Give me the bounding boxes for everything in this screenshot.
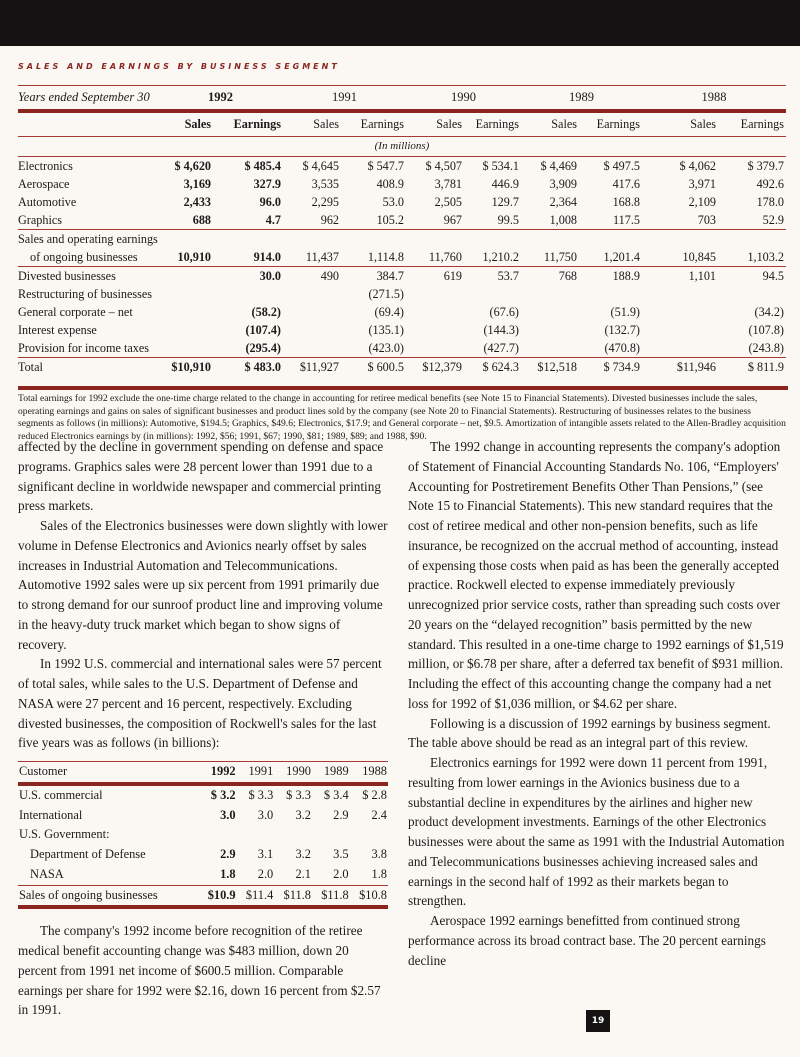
cell bbox=[158, 339, 213, 357]
earnings-header: Earnings bbox=[341, 111, 406, 137]
cell: $10.9 bbox=[198, 885, 236, 907]
cell: $ 4,469 bbox=[521, 157, 579, 175]
cell bbox=[642, 321, 718, 339]
cell: $ 485.4 bbox=[213, 157, 283, 175]
cell: 1,210.2 bbox=[482, 249, 519, 264]
unit-row bbox=[18, 137, 786, 157]
cell: 2,433 bbox=[183, 195, 211, 210]
column-header: Customer bbox=[18, 762, 198, 784]
cell: 99.5 bbox=[497, 213, 519, 228]
cell: 1.8 bbox=[220, 866, 236, 881]
cell: 3,535 bbox=[311, 176, 339, 191]
unit-label: (In millions) bbox=[18, 137, 786, 157]
cell: $ 811.9 bbox=[718, 358, 786, 376]
cell: 3,781 bbox=[434, 176, 462, 191]
cell bbox=[521, 339, 579, 357]
row-label: Restructuring of businesses bbox=[18, 286, 153, 301]
cell: 1,114.8 bbox=[367, 249, 404, 264]
paragraph: The company's 1992 income before recognition of the retiree medical benefit accounting change was $483 million, down 20 percent from 1991 net income of $600.5 million. Comparable earnings per share for 1992 were $2.16, down 16 percent from $2.57 in 1991. bbox=[18, 923, 381, 1018]
table-row bbox=[18, 285, 786, 303]
cell: 492.6 bbox=[756, 176, 784, 191]
cell: $11,946 bbox=[642, 358, 718, 376]
cell: 2,109 bbox=[688, 195, 716, 210]
cell: $11.4 bbox=[237, 885, 275, 907]
cell: 2,505 bbox=[434, 195, 462, 210]
cell bbox=[312, 825, 350, 845]
cell: 168.8 bbox=[612, 195, 640, 210]
cell: $ 547.7 bbox=[341, 157, 406, 175]
cell: 52.9 bbox=[762, 213, 784, 228]
cell: $ 379.7 bbox=[718, 157, 786, 175]
cell bbox=[350, 825, 388, 845]
cell: 2,364 bbox=[549, 195, 577, 210]
cell: 10,910 bbox=[177, 249, 211, 264]
year-header: 1989 bbox=[521, 86, 642, 111]
cell: 1,201.4 bbox=[603, 249, 640, 264]
cell: 117.5 bbox=[613, 213, 640, 228]
cell: (69.4) bbox=[374, 304, 404, 319]
cell: (423.0) bbox=[368, 341, 404, 356]
cell: (243.8) bbox=[748, 341, 784, 356]
cell: 384.7 bbox=[341, 266, 406, 284]
cell: (107.4) bbox=[245, 323, 281, 338]
left-column bbox=[18, 437, 388, 1020]
cell: 3.2 bbox=[295, 807, 311, 822]
row-label: NASA bbox=[30, 866, 64, 881]
cell: 1.8 bbox=[371, 866, 387, 881]
cell bbox=[158, 266, 213, 284]
table-row bbox=[18, 266, 786, 284]
cell: 3.0 bbox=[220, 807, 236, 822]
cell bbox=[283, 285, 341, 303]
cell bbox=[237, 825, 275, 845]
cell: (34.2) bbox=[754, 304, 784, 319]
year-header: 1988 bbox=[642, 86, 786, 111]
paragraph: Aerospace 1992 earnings benefitted from continued strong performance across its broad contract base. The 20 percent earnings decline bbox=[408, 913, 766, 968]
cell: 2,295 bbox=[311, 195, 339, 210]
header-bar bbox=[0, 0, 800, 46]
cell bbox=[406, 303, 464, 321]
bottom-rule bbox=[18, 907, 388, 911]
cell bbox=[406, 339, 464, 357]
cell: $ 4,507 bbox=[406, 157, 464, 175]
cell bbox=[198, 825, 236, 845]
cell: $ 3.3 bbox=[237, 784, 275, 806]
cell: 703 bbox=[697, 213, 716, 228]
cell: 10,845 bbox=[682, 249, 716, 264]
sales-header: Sales bbox=[406, 111, 464, 137]
cell: $11,927 bbox=[283, 358, 341, 376]
table-row bbox=[18, 211, 786, 229]
cell: $ 4,645 bbox=[283, 157, 341, 175]
table-row bbox=[18, 175, 786, 193]
cell bbox=[521, 303, 579, 321]
cell: 178.0 bbox=[756, 195, 784, 210]
cell bbox=[158, 303, 213, 321]
cell bbox=[283, 339, 341, 357]
sales-header: Sales bbox=[283, 111, 341, 137]
header-row bbox=[18, 762, 388, 784]
row-label: Graphics bbox=[18, 213, 62, 228]
cell: $11.8 bbox=[274, 885, 312, 907]
cell: $11.8 bbox=[312, 885, 350, 907]
cell: (427.7) bbox=[483, 341, 519, 356]
page-number: 19 bbox=[586, 1010, 610, 1032]
cell: 768 bbox=[521, 266, 579, 284]
cell: $12,518 bbox=[521, 358, 579, 376]
cell: $12,379 bbox=[406, 358, 464, 376]
row-label: Sales and operating earnings bbox=[18, 230, 786, 248]
segment-footnote: Total earnings for 1992 exclude the one-time charge related to the change in accounting for retiree medical benefits (see Note 15 to Financial Statements). Divested businesses include the sales, operating earnings and gains on sales of significant businesses and product lines sold by the company (see Note 20 to Financial Statements). Restructuring of businesses relates to the business segments as follows (in millions): Automotive, $194.5; Graphics, $49.6; Electronics, $17.9; and General corporate – net, $9.5. Amortization of intangible assets related to the Allen-Bradley acquisition reduced Electronics earnings by (in millions): 1992, $56; 1991, $67; 1990, $81; 1989, $89; and 1988, $90. bbox=[18, 386, 788, 443]
cell: 962 bbox=[320, 213, 339, 228]
row-label: International bbox=[19, 807, 83, 822]
section-title: SALES AND EARNINGS BY BUSINESS SEGMENT bbox=[18, 62, 340, 71]
total-row bbox=[18, 885, 388, 907]
cell: 1,103.2 bbox=[747, 249, 784, 264]
paragraph: Sales of the Electronics businesses were down slightly with lower volume in Defense Electronics and Avionics nearly offset by sales increases in Industrial Automation and Telecommunications. Automotive 1992 sales were up six percent from 1991 primarily due to strong demand for our sunroof product line and improving volume in the heavy-duty truck market which began to show signs of recovery. bbox=[18, 518, 388, 652]
cell: (58.2) bbox=[251, 304, 281, 319]
cell bbox=[213, 285, 283, 303]
row-label: Electronics bbox=[18, 157, 158, 175]
cell bbox=[521, 285, 579, 303]
cell: $ 3.3 bbox=[274, 784, 312, 806]
earnings-header: Earnings bbox=[213, 111, 283, 137]
cell: $ 2.8 bbox=[350, 784, 388, 806]
table-row bbox=[18, 845, 388, 865]
cell: 408.9 bbox=[376, 176, 404, 191]
cell: 11,437 bbox=[305, 249, 339, 264]
cell: (144.3) bbox=[483, 323, 519, 338]
total-row bbox=[18, 358, 786, 376]
cell: 3,909 bbox=[549, 176, 577, 191]
earnings-header: Earnings bbox=[464, 111, 521, 137]
cell bbox=[406, 285, 464, 303]
cell bbox=[642, 339, 718, 357]
cell: $ 624.3 bbox=[464, 358, 521, 376]
cell: (132.7) bbox=[604, 323, 640, 338]
paragraph: The 1992 change in accounting represents the company's adoption of Statement of Financial Accounting Standards No. 106, “Employers' Accounting for Postretirement Benefits Other Than Pensions,” (see Note 15 to Financial Statements). This new standard requires that the cost of retiree medical and other non-pension benefits, such as life insurance, be recognized on the accrual method of accounting, instead of expensing those costs when paid as has been the generally accepted practice. Rockwell elected to expense immediately previously unrecognized prior service costs, rather than spreading such costs over 20 years on the “delayed recognition” basis permitted by the new standard. This resulted in a one-time charge to 1992 earnings of $1,519 million, or $6.78 per share, after a deferred tax benefit of $931 million. Including the effect of this accounting change the company had a net loss for 1992 of $1,036 million, or $4.62 per share. bbox=[408, 439, 784, 711]
row-label: Total bbox=[18, 358, 158, 376]
cell: 129.7 bbox=[491, 195, 519, 210]
cell: 96.0 bbox=[259, 195, 281, 210]
sales-header: Sales bbox=[521, 111, 579, 137]
years-row bbox=[18, 86, 786, 111]
cell: 2.4 bbox=[371, 807, 387, 822]
customer-sales-table bbox=[18, 761, 388, 911]
table-row bbox=[18, 193, 786, 211]
cell: (470.8) bbox=[604, 341, 640, 356]
cell: 914.0 bbox=[253, 249, 281, 264]
segment-table bbox=[18, 85, 786, 376]
cell: 11,750 bbox=[543, 249, 577, 264]
cell: $ 600.5 bbox=[341, 358, 406, 376]
cell bbox=[642, 303, 718, 321]
cell: 30.0 bbox=[213, 266, 283, 284]
paragraph: In 1992 U.S. commercial and international sales were 57 percent of total sales, while sales to the U.S. Department of Defense and NASA were 27 percent and 16 percent, respectively. Excluding divested businesses, the composition of Rockwell's sales for the last five years was as follows (in billions): bbox=[18, 656, 382, 751]
cell: 967 bbox=[443, 213, 462, 228]
cell: $ 4,062 bbox=[642, 157, 718, 175]
row-label: U.S. Government: bbox=[19, 827, 110, 842]
cell: (51.9) bbox=[610, 304, 640, 319]
table-row bbox=[18, 865, 388, 885]
cell: 3.0 bbox=[257, 807, 274, 822]
row-label: General corporate – net bbox=[18, 304, 133, 319]
row-label: Provision for income taxes bbox=[18, 341, 149, 356]
cell: 105.2 bbox=[376, 213, 404, 228]
cell: $10.8 bbox=[350, 885, 388, 907]
table-row bbox=[18, 230, 786, 248]
cell: 619 bbox=[406, 266, 464, 284]
cell bbox=[283, 321, 341, 339]
cell bbox=[283, 303, 341, 321]
cell: $10,910 bbox=[158, 358, 213, 376]
table-row bbox=[18, 806, 388, 826]
cell bbox=[464, 285, 521, 303]
cell bbox=[579, 285, 642, 303]
cell: 3,169 bbox=[183, 176, 211, 191]
cell: $ 3.2 bbox=[198, 784, 236, 806]
column-header: 1990 bbox=[274, 762, 312, 784]
cell: 53.0 bbox=[382, 195, 404, 210]
row-label: Department of Defense bbox=[30, 847, 146, 861]
cell: 2.9 bbox=[220, 847, 236, 861]
cell: (107.8) bbox=[748, 323, 784, 338]
table-row bbox=[18, 248, 786, 266]
row-label: of ongoing businesses bbox=[30, 249, 138, 264]
column-header: 1992 bbox=[198, 762, 236, 784]
cell bbox=[158, 285, 213, 303]
table-row bbox=[18, 825, 388, 845]
blank-cell bbox=[18, 111, 158, 137]
cell: 4.7 bbox=[265, 213, 281, 228]
earnings-header: Earnings bbox=[718, 111, 786, 137]
paragraph: affected by the decline in government spending on defense and space programs. Graphics sales were 28 percent lower than 1991 due to a significant decline in worldwide newspaper and commercial printing press markets. bbox=[18, 439, 384, 514]
years-label: Years ended September 30 bbox=[18, 86, 158, 111]
cell: 3,971 bbox=[688, 176, 716, 191]
cell: 2.1 bbox=[295, 866, 311, 881]
cell: 3.8 bbox=[371, 847, 387, 861]
rule bbox=[18, 907, 388, 911]
right-column bbox=[408, 437, 786, 970]
cell: 446.9 bbox=[491, 176, 519, 191]
year-header: 1990 bbox=[406, 86, 521, 111]
cell bbox=[158, 321, 213, 339]
subheader-row bbox=[18, 111, 786, 137]
cell: 327.9 bbox=[253, 176, 281, 191]
cell: 1,008 bbox=[549, 213, 577, 228]
cell: (67.6) bbox=[489, 304, 519, 319]
table-row bbox=[18, 784, 388, 806]
cell: $ 534.1 bbox=[464, 157, 521, 175]
table-row bbox=[18, 321, 786, 339]
cell: 2.0 bbox=[333, 866, 349, 881]
cell: $ 483.0 bbox=[213, 358, 283, 376]
row-label: U.S. commercial bbox=[18, 784, 198, 806]
cell: $ 3.4 bbox=[312, 784, 350, 806]
column-header: 1991 bbox=[237, 762, 275, 784]
cell bbox=[718, 285, 786, 303]
column-header: 1988 bbox=[350, 762, 388, 784]
cell: 1,101 bbox=[642, 266, 718, 284]
sales-header: Sales bbox=[642, 111, 718, 137]
earnings-header: Earnings bbox=[579, 111, 642, 137]
cell: $ 4,620 bbox=[158, 157, 213, 175]
cell: (295.4) bbox=[245, 341, 281, 356]
cell: 2.0 bbox=[257, 866, 274, 881]
year-header: 1991 bbox=[283, 86, 406, 111]
row-label: Sales of ongoing businesses bbox=[18, 885, 198, 907]
cell: 417.6 bbox=[612, 176, 640, 191]
row-label: Interest expense bbox=[18, 323, 97, 338]
cell: (271.5) bbox=[368, 286, 404, 301]
sales-header: Sales bbox=[158, 111, 213, 137]
cell: $ 734.9 bbox=[579, 358, 642, 376]
year-header: 1992 bbox=[158, 86, 283, 111]
cell: (135.1) bbox=[368, 323, 404, 338]
table-row bbox=[18, 303, 786, 321]
cell bbox=[521, 321, 579, 339]
paragraph: Electronics earnings for 1992 were down 11 percent from 1991, resulting from lower earnings in the Avionics business due to a substantial decline in expenditures by the airlines and higher new product development investments. Earnings of the other Electronics businesses were about the same as 1991 with the Industrial Automation and Telecommunications businesses achieving increased sales and earnings in the second half of 1992 as their markets began to strengthen. bbox=[408, 755, 785, 909]
table-row bbox=[18, 157, 786, 175]
cell: $ 497.5 bbox=[579, 157, 642, 175]
cell: 490 bbox=[283, 266, 341, 284]
cell: 94.5 bbox=[718, 266, 786, 284]
column-header: 1989 bbox=[312, 762, 350, 784]
paragraph: Following is a discussion of 1992 earnings by business segment. The table above should be read as an integral part of this review. bbox=[408, 715, 771, 751]
table-row bbox=[18, 339, 786, 357]
cell: 3.5 bbox=[333, 847, 349, 861]
cell: 53.7 bbox=[464, 266, 521, 284]
cell: 188.9 bbox=[579, 266, 642, 284]
cell bbox=[406, 321, 464, 339]
cell: 688 bbox=[192, 213, 211, 228]
cell: 2.9 bbox=[333, 807, 349, 822]
row-label: Aerospace bbox=[18, 176, 70, 191]
row-label: Automotive bbox=[18, 195, 77, 210]
cell: 11,760 bbox=[428, 249, 462, 264]
cell: 3.2 bbox=[295, 847, 311, 861]
cell bbox=[274, 825, 312, 845]
cell: 3.1 bbox=[257, 847, 274, 861]
row-label: Divested businesses bbox=[18, 266, 158, 284]
cell bbox=[642, 285, 718, 303]
